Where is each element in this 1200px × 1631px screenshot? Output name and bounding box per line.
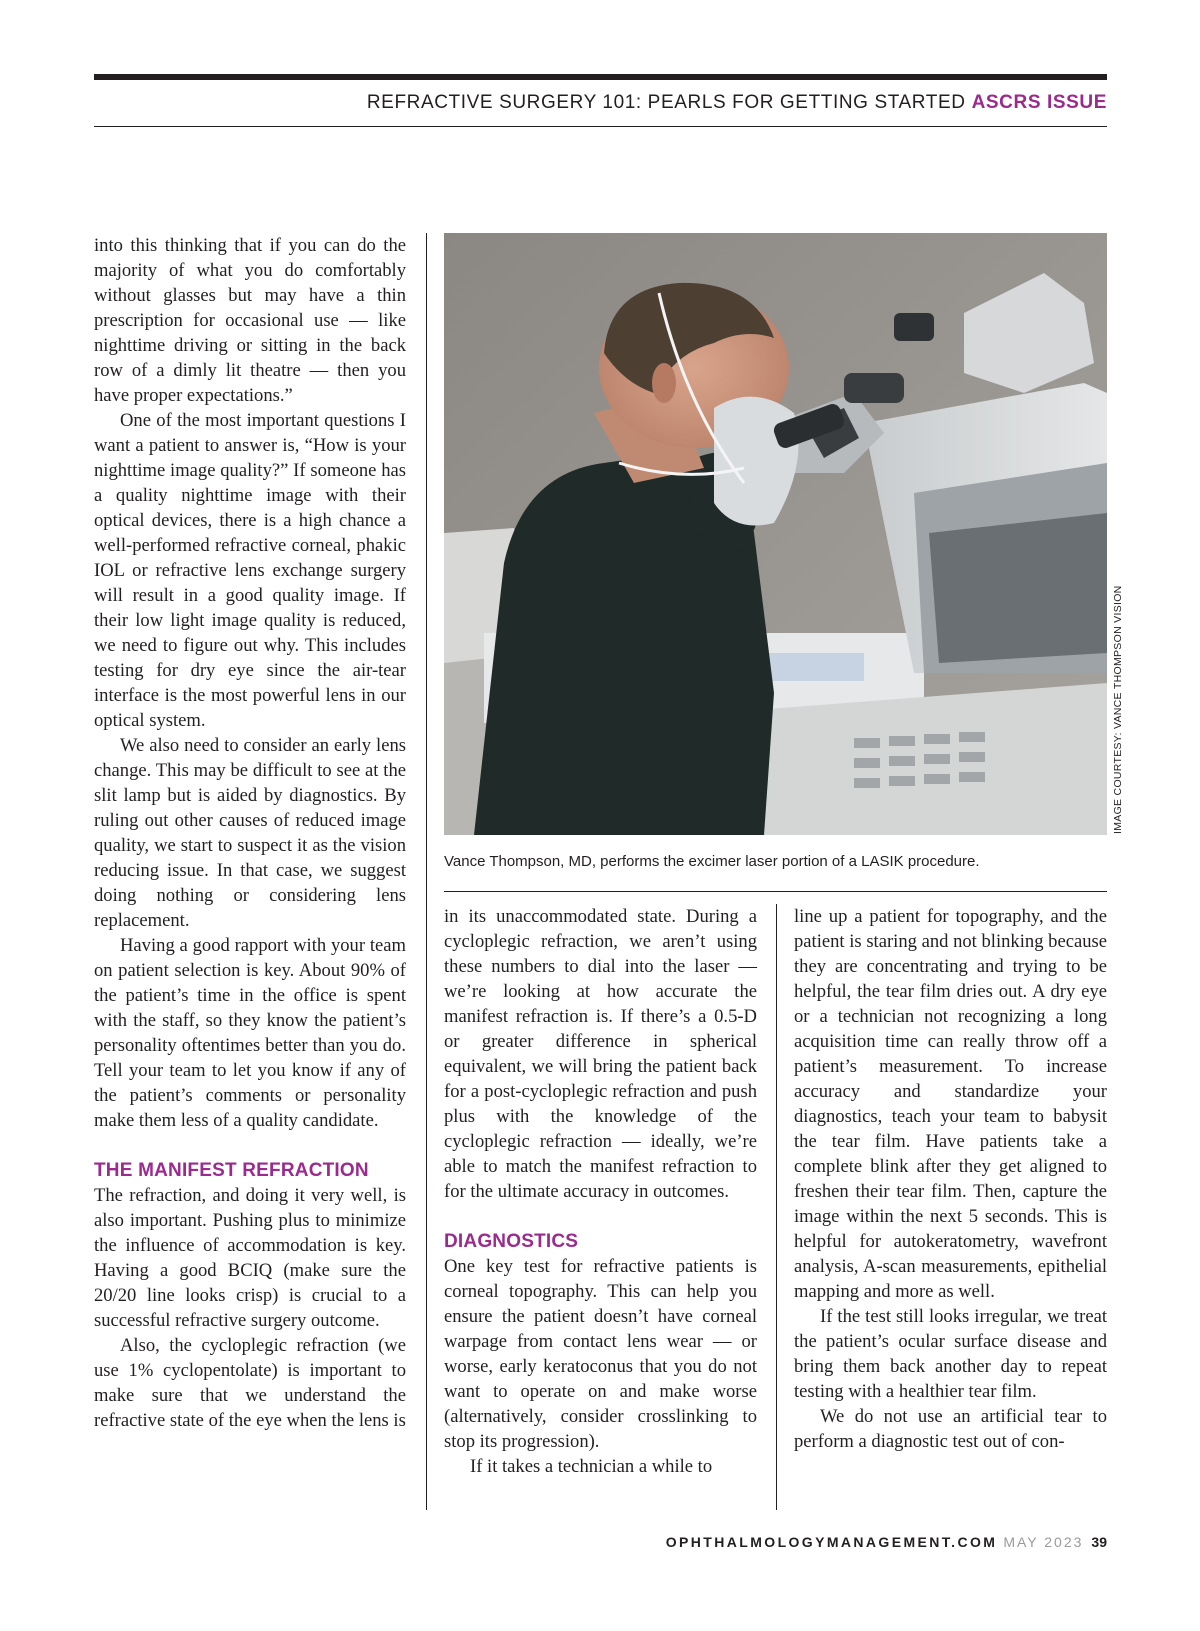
photo-caption: Vance Thompson, MD, performs the excimer laser portion of a LASIK procedure.: [444, 853, 980, 870]
footer-date: MAY 2023: [1003, 1534, 1084, 1550]
photo-credit: IMAGE COURTESY: VANCE THOMPSON VISION: [1112, 585, 1124, 834]
footer-site: OPHTHALMOLOGYMANAGEMENT.COM: [665, 1534, 998, 1550]
paragraph: We do not use an artificial tear to perform a diagnostic test out of con-: [794, 1406, 1107, 1452]
surgeon-laser-photo: [444, 233, 1107, 835]
paragraph: Having a good rapport with your team on patient selection is key. About 90% of the patient’s time in the office is spent with the staff, so they know the patient’s personality oftentimes better than you do. Tell your team to let you know if any of the patient’s comments or personality make them less of a quality candidate.: [94, 935, 406, 1131]
paragraph: One of the most important questions I want a patient to answer is, “How is your nighttime image quality?” If someone has a quality nighttime image with their optical devices, there is a high chance a well-performed refractive corneal, phakic IOL or refractive lens exchange surgery will result in a good quality image. If their low light image quality is reduced, we need to figure out why. This includes testing for dry eye since the air-tear interface is the most powerful lens in our optical system.: [94, 410, 406, 731]
running-header: [94, 92, 1107, 114]
paragraph: One key test for refractive patients is corneal topography. This can help you ensure the patient doesn’t have corneal warpage from contact lens wear — or worse, early keratoconus that you do not want to operate on and make worse (alternatively, consider crosslinking to stop its progression).: [444, 1256, 757, 1452]
page-footer: [666, 1534, 1107, 1550]
column-divider: [776, 904, 777, 1510]
page-number: 39: [1091, 1534, 1107, 1550]
header-issue-label: ASCRS ISSUE: [971, 92, 1107, 113]
top-rule: [94, 74, 1107, 80]
section-heading: THE MANIFEST REFRACTION: [94, 1160, 369, 1181]
section-heading: DIAGNOSTICS: [444, 1231, 579, 1252]
header-section-title: REFRACTIVE SURGERY 101: PEARLS FOR GETTING STARTED: [366, 92, 966, 113]
text-column-2: [444, 904, 757, 1479]
article-photo: [444, 233, 1107, 835]
column-divider: [426, 233, 427, 1510]
paragraph: Also, the cycloplegic refraction (we use 1% cyclopentolate) is important to make sure that we understand the refractive state of the eye when the lens is: [94, 1335, 406, 1431]
paragraph: in its unaccommodated state. During a cycloplegic refraction, we aren’t using these numbers to dial into the laser — we’re looking at how accurate the manifest refraction is. If there’s a 0.5-D or greater difference in spherical equivalent, we will bring the patient back for a post-cycloplegic refraction and push plus with the knowledge of the cycloplegic refraction — ideally, we’re able to match the manifest refraction to for the ultimate accuracy in outcomes.: [444, 906, 757, 1202]
paragraph: If it takes a technician a while to: [470, 1456, 713, 1477]
paragraph: If the test still looks irregular, we treat the patient’s ocular surface disease and bring them back another day to repeat testing with a healthier tear film.: [794, 1306, 1107, 1402]
text-column-1: [94, 233, 406, 1433]
caption-rule: [444, 891, 1107, 892]
header-rule: [94, 126, 1107, 127]
paragraph: into this thinking that if you can do the majority of what you do comfortably without glasses but may have a thin prescription for occasional use — like nighttime driving or sitting in the back row of a dimly lit theatre — then you have proper expectations.”: [94, 235, 406, 406]
paragraph: The refraction, and doing it very well, is also important. Pushing plus to minimize the influence of accommodation is key. Having a good BCIQ (make sure the 20/20 line looks crisp) is crucial to a successful refractive surgery outcome.: [94, 1185, 406, 1331]
paragraph: We also need to consider an early lens change. This may be difficult to see at the slit lamp but is aided by diagnostics. By ruling out other causes of reduced image quality, we start to suspect it as the vision reducing issue. In that case, we suggest doing nothing or considering lens replacement.: [94, 735, 406, 931]
paragraph: line up a patient for topography, and the patient is staring and not blinking because they are concentrating and trying to be helpful, the tear film dries out. A dry eye or a technician not recognizing a long acquisition time can really throw off a patient’s measurement. To increase accuracy and standardize your diagnostics, teach your team to babysit the tear film. Have patients take a complete blink after they get aligned to freshen their tear film. Then, capture the image within the next 5 seconds. This is helpful for autokeratometry, wavefront analysis, A-scan measurements, epithelial mapping and more as well.: [794, 906, 1107, 1302]
text-column-3: [794, 904, 1107, 1454]
